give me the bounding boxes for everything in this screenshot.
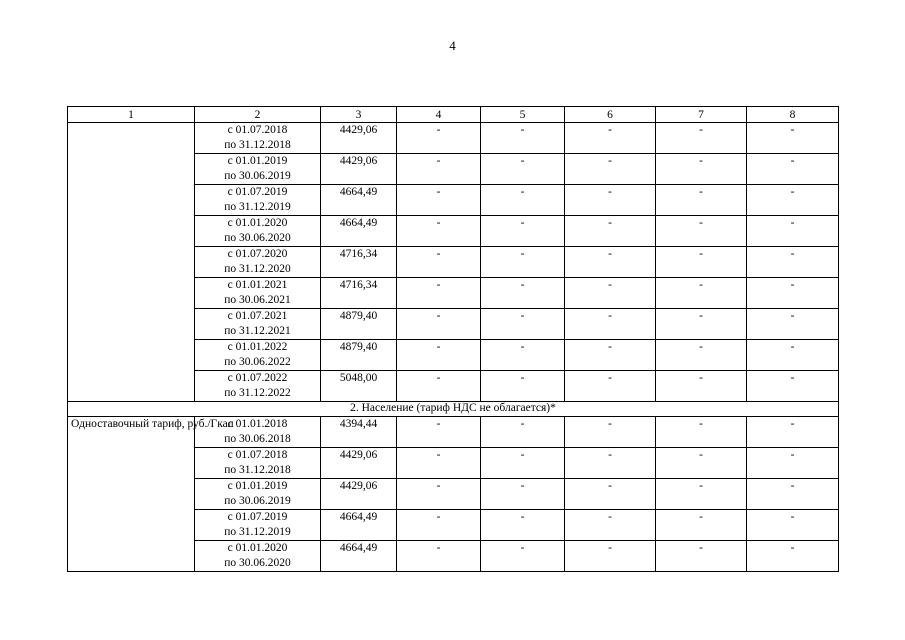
empty-value-cell-col8: - xyxy=(747,247,839,278)
empty-value-cell-col6: - xyxy=(565,278,656,309)
empty-value-cell-col5: - xyxy=(481,185,565,216)
empty-value-cell-col5: - xyxy=(481,510,565,541)
period-to: по 31.12.2021 xyxy=(224,325,291,337)
empty-value-cell-col6: - xyxy=(565,417,656,448)
price-cell: 4664,49 xyxy=(321,541,397,572)
empty-value-cell-col5: - xyxy=(481,216,565,247)
price-cell: 4879,40 xyxy=(321,309,397,340)
period-to: по 31.12.2022 xyxy=(224,387,291,399)
empty-value-cell-col8: - xyxy=(747,216,839,247)
period-from: с 01.01.2020 xyxy=(227,542,288,554)
empty-value-cell-col8: - xyxy=(747,185,839,216)
empty-value-cell-col8: - xyxy=(747,479,839,510)
period-cell xyxy=(195,448,321,479)
empty-value-cell-col5: - xyxy=(481,123,565,154)
empty-value-cell-col8: - xyxy=(747,340,839,371)
empty-value-cell-col7: - xyxy=(656,448,747,479)
empty-value-cell-col4: - xyxy=(397,309,481,340)
empty-value-cell-col5: - xyxy=(481,479,565,510)
table-body xyxy=(68,107,839,572)
empty-value-cell-col8: - xyxy=(747,448,839,479)
empty-value-cell-col4: - xyxy=(397,154,481,185)
empty-value-cell-col4: - xyxy=(397,123,481,154)
column-header-5: 5 xyxy=(481,107,565,123)
price-cell: 4429,06 xyxy=(321,448,397,479)
empty-value-cell-col6: - xyxy=(565,510,656,541)
period-from: с 01.07.2022 xyxy=(227,372,288,384)
period-from: с 01.01.2021 xyxy=(227,279,288,291)
empty-value-cell-col8: - xyxy=(747,541,839,572)
empty-value-cell-col7: - xyxy=(656,340,747,371)
price-cell: 4716,34 xyxy=(321,278,397,309)
empty-value-cell-col7: - xyxy=(656,154,747,185)
empty-value-cell-col5: - xyxy=(481,448,565,479)
empty-value-cell-col8: - xyxy=(747,309,839,340)
empty-value-cell-col6: - xyxy=(565,340,656,371)
period-cell xyxy=(195,541,321,572)
empty-value-cell-col6: - xyxy=(565,216,656,247)
column-header-6: 6 xyxy=(565,107,656,123)
empty-value-cell-col5: - xyxy=(481,417,565,448)
price-cell: 4664,49 xyxy=(321,185,397,216)
price-cell: 4429,06 xyxy=(321,479,397,510)
empty-value-cell-col7: - xyxy=(656,123,747,154)
empty-value-cell-col6: - xyxy=(565,479,656,510)
empty-value-cell-col7: - xyxy=(656,417,747,448)
tariff-name-cell xyxy=(68,123,195,402)
price-cell: 4716,34 xyxy=(321,247,397,278)
empty-value-cell-col7: - xyxy=(656,541,747,572)
table-row xyxy=(68,123,839,154)
empty-value-cell-col5: - xyxy=(481,278,565,309)
period-to: по 30.06.2019 xyxy=(224,170,291,182)
empty-value-cell-col4: - xyxy=(397,371,481,402)
price-cell: 4879,40 xyxy=(321,340,397,371)
period-to: по 30.06.2021 xyxy=(224,294,291,306)
period-cell xyxy=(195,510,321,541)
period-from: с 01.01.2022 xyxy=(227,341,288,353)
period-to: по 31.12.2020 xyxy=(224,263,291,275)
period-cell xyxy=(195,278,321,309)
period-to: по 31.12.2018 xyxy=(224,464,291,476)
period-from: с 01.01.2019 xyxy=(227,155,288,167)
column-header-4: 4 xyxy=(397,107,481,123)
empty-value-cell-col7: - xyxy=(656,185,747,216)
period-to: по 30.06.2022 xyxy=(224,356,291,368)
empty-value-cell-col6: - xyxy=(565,448,656,479)
period-from: с 01.07.2018 xyxy=(227,124,288,136)
empty-value-cell-col5: - xyxy=(481,309,565,340)
empty-value-cell-col7: - xyxy=(656,309,747,340)
price-cell: 5048,00 xyxy=(321,371,397,402)
empty-value-cell-col5: - xyxy=(481,247,565,278)
period-to: по 31.12.2019 xyxy=(224,526,291,538)
period-cell xyxy=(195,309,321,340)
empty-value-cell-col4: - xyxy=(397,278,481,309)
column-header-3: 3 xyxy=(321,107,397,123)
column-header-7: 7 xyxy=(656,107,747,123)
period-from: с 01.07.2021 xyxy=(227,310,288,322)
empty-value-cell-col5: - xyxy=(481,541,565,572)
section-title: 2. Население (тариф НДС не облагается)* xyxy=(68,402,839,417)
empty-value-cell-col6: - xyxy=(565,247,656,278)
period-to: по 31.12.2018 xyxy=(224,139,291,151)
empty-value-cell-col8: - xyxy=(747,123,839,154)
empty-value-cell-col8: - xyxy=(747,510,839,541)
period-cell xyxy=(195,479,321,510)
column-header-2: 2 xyxy=(195,107,321,123)
tariff-name-cell: Одноставочный тариф, руб./Гкал xyxy=(68,417,195,572)
period-from: с 01.07.2019 xyxy=(227,186,288,198)
empty-value-cell-col7: - xyxy=(656,216,747,247)
empty-value-cell-col4: - xyxy=(397,541,481,572)
empty-value-cell-col5: - xyxy=(481,371,565,402)
empty-value-cell-col6: - xyxy=(565,154,656,185)
tariff-table xyxy=(67,106,839,572)
price-cell: 4429,06 xyxy=(321,154,397,185)
period-to: по 30.06.2020 xyxy=(224,232,291,244)
empty-value-cell-col8: - xyxy=(747,154,839,185)
price-cell: 4664,49 xyxy=(321,216,397,247)
section-row xyxy=(68,402,839,417)
period-to: по 30.06.2018 xyxy=(224,433,291,445)
period-from: с 01.07.2020 xyxy=(227,248,288,260)
empty-value-cell-col6: - xyxy=(565,371,656,402)
empty-value-cell-col8: - xyxy=(747,417,839,448)
period-from: с 01.01.2020 xyxy=(227,217,288,229)
empty-value-cell-col5: - xyxy=(481,154,565,185)
price-cell: 4429,06 xyxy=(321,123,397,154)
period-from: с 01.07.2018 xyxy=(227,449,288,461)
empty-value-cell-col6: - xyxy=(565,123,656,154)
page-number: 4 xyxy=(449,38,456,53)
empty-value-cell-col4: - xyxy=(397,185,481,216)
empty-value-cell-col7: - xyxy=(656,371,747,402)
period-from: с 01.07.2019 xyxy=(227,511,288,523)
empty-value-cell-col6: - xyxy=(565,309,656,340)
empty-value-cell-col4: - xyxy=(397,216,481,247)
empty-value-cell-col5: - xyxy=(481,340,565,371)
empty-value-cell-col4: - xyxy=(397,247,481,278)
column-header-8: 8 xyxy=(747,107,839,123)
empty-value-cell-col6: - xyxy=(565,185,656,216)
period-cell xyxy=(195,216,321,247)
empty-value-cell-col7: - xyxy=(656,479,747,510)
empty-value-cell-col4: - xyxy=(397,448,481,479)
empty-value-cell-col6: - xyxy=(565,541,656,572)
empty-value-cell-col8: - xyxy=(747,371,839,402)
period-to: по 30.06.2019 xyxy=(224,495,291,507)
empty-value-cell-col8: - xyxy=(747,278,839,309)
header-row xyxy=(68,107,839,123)
period-from: с 01.01.2018 xyxy=(227,418,288,430)
price-cell: 4394,44 xyxy=(321,417,397,448)
empty-value-cell-col7: - xyxy=(656,278,747,309)
period-from: с 01.01.2019 xyxy=(227,480,288,492)
period-cell xyxy=(195,185,321,216)
table-row xyxy=(68,417,839,448)
period-cell xyxy=(195,154,321,185)
empty-value-cell-col4: - xyxy=(397,479,481,510)
empty-value-cell-col4: - xyxy=(397,340,481,371)
empty-value-cell-col7: - xyxy=(656,247,747,278)
empty-value-cell-col4: - xyxy=(397,510,481,541)
period-to: по 30.06.2020 xyxy=(224,557,291,569)
period-cell xyxy=(195,247,321,278)
column-header-1: 1 xyxy=(68,107,195,123)
period-to: по 31.12.2019 xyxy=(224,201,291,213)
period-cell xyxy=(195,123,321,154)
empty-value-cell-col7: - xyxy=(656,510,747,541)
price-cell: 4664,49 xyxy=(321,510,397,541)
period-cell xyxy=(195,371,321,402)
empty-value-cell-col4: - xyxy=(397,417,481,448)
period-cell xyxy=(195,340,321,371)
